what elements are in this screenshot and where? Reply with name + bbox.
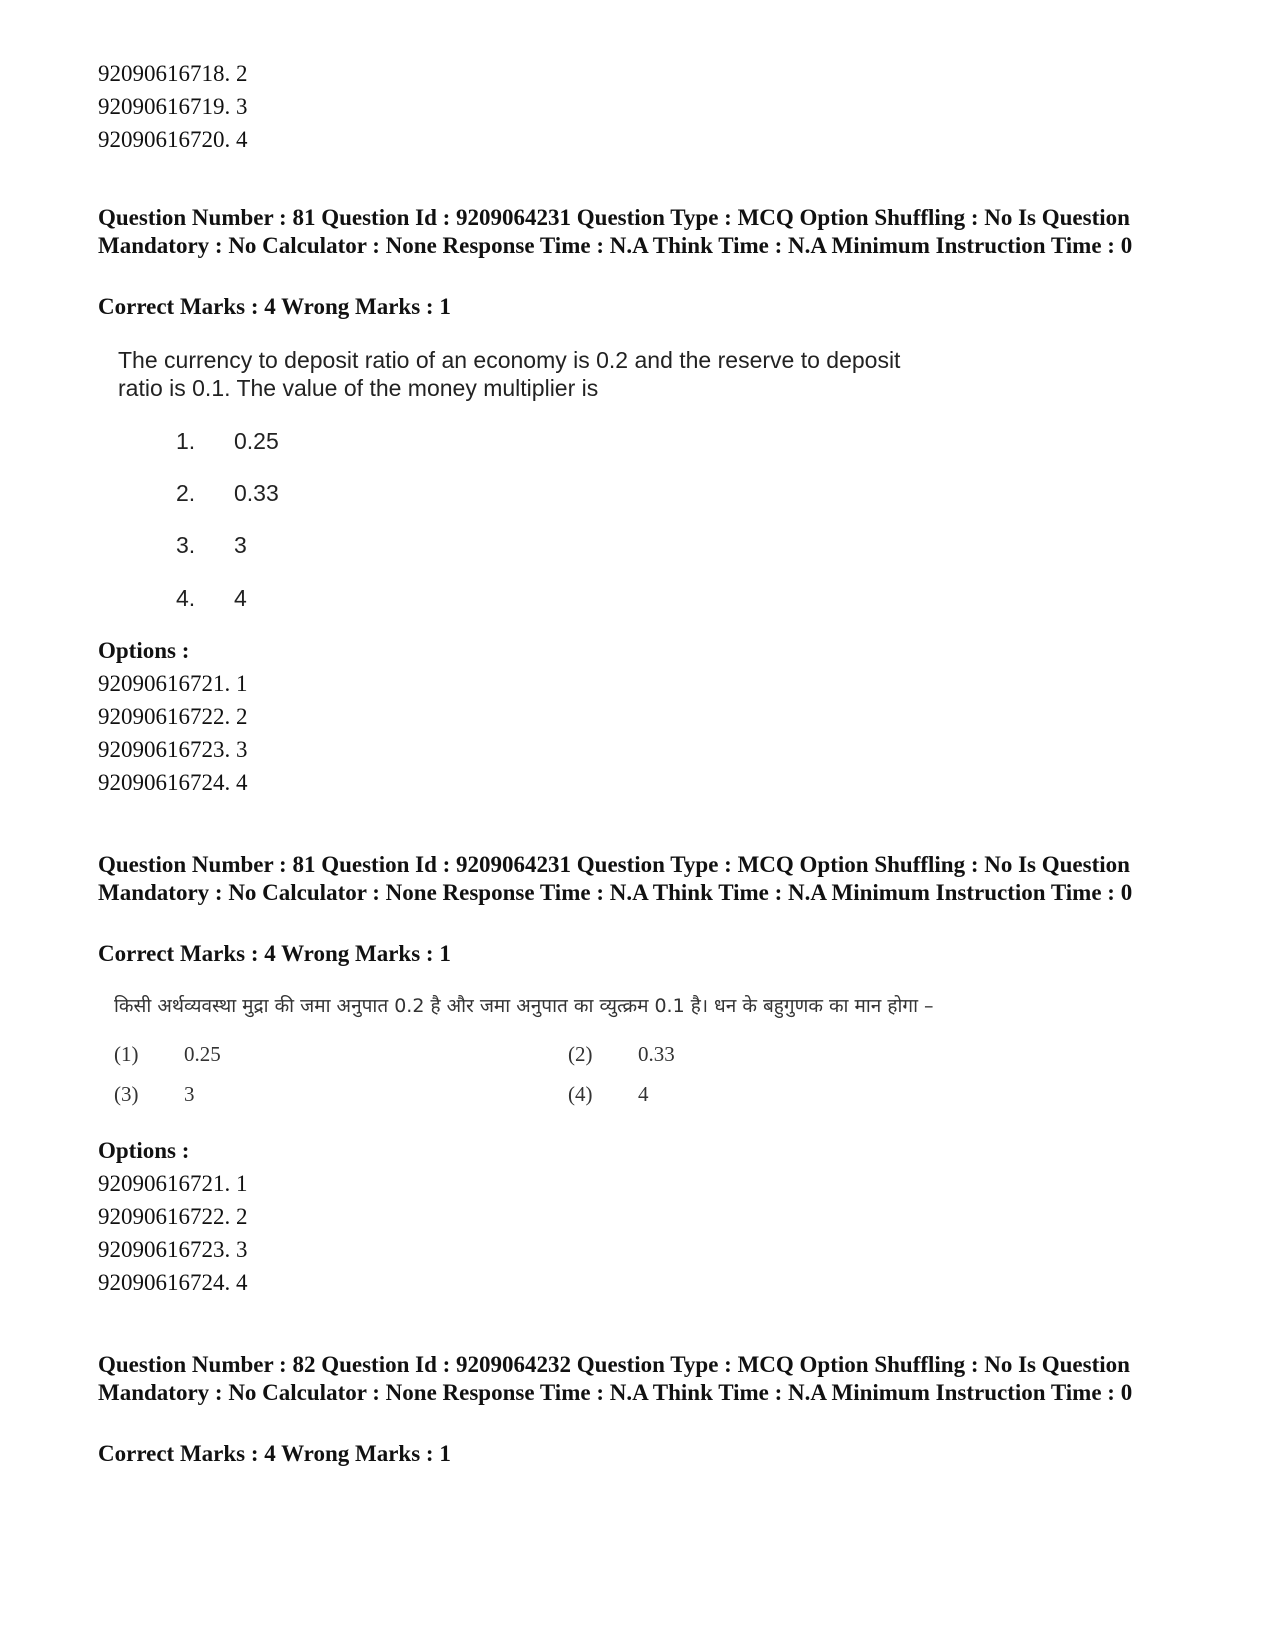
q1-choice-number: 2. bbox=[176, 480, 196, 506]
q1-option-2: 92090616722. 2 bbox=[98, 704, 248, 729]
q1-choice-number: 3. bbox=[176, 532, 196, 558]
q2-choice-value: 3 bbox=[184, 1082, 195, 1106]
q2-option-1: 92090616721. 1 bbox=[98, 1171, 248, 1196]
q1-meta: Question Number : 81 Question Id : 9209064231 Question Type : MCQ Option Shuffling : No Is Question Mandatory : No Calculator : None Response Time : N.A Think Time : N.A Minimum Instruction Time : 0 bbox=[98, 205, 1133, 258]
q1-choice-value: 0.25 bbox=[234, 428, 279, 454]
q2-choice-number: (4) bbox=[568, 1082, 593, 1106]
q2-marks: Correct Marks : 4 Wrong Marks : 1 bbox=[98, 941, 451, 966]
q3-marks: Correct Marks : 4 Wrong Marks : 1 bbox=[98, 1441, 451, 1466]
prev-option-1: 92090616718. 2 bbox=[98, 61, 248, 86]
q3-meta: Question Number : 82 Question Id : 9209064232 Question Type : MCQ Option Shuffling : No Is Question Mandatory : No Calculator : None Response Time : N.A Think Time : N.A Minimum Instruction Time : 0 bbox=[98, 1352, 1133, 1405]
q1-choice-value: 0.33 bbox=[234, 480, 279, 506]
q1-option-4: 92090616724. 4 bbox=[98, 770, 248, 795]
q1-text-line-2: ratio is 0.1. The value of the money multiplier is bbox=[118, 375, 599, 401]
q1-choice-value: 3 bbox=[234, 532, 247, 558]
q2-option-4: 92090616724. 4 bbox=[98, 1270, 248, 1295]
q1-options-label: Options : bbox=[98, 638, 190, 663]
q1-choice-number: 4. bbox=[176, 585, 196, 611]
q2-choice-number: (1) bbox=[114, 1042, 139, 1066]
q2-choice-value: 4 bbox=[638, 1082, 649, 1106]
q2-meta: Question Number : 81 Question Id : 9209064231 Question Type : MCQ Option Shuffling : No Is Question Mandatory : No Calculator : None Response Time : N.A Think Time : N.A Minimum Instruction Time : 0 bbox=[98, 852, 1133, 905]
q1-choice-value: 4 bbox=[234, 585, 247, 611]
q2-options-label: Options : bbox=[98, 1138, 190, 1163]
q1-marks: Correct Marks : 4 Wrong Marks : 1 bbox=[98, 294, 451, 319]
q1-option-3: 92090616723. 3 bbox=[98, 737, 248, 762]
q2-choice-value: 0.33 bbox=[638, 1042, 675, 1066]
q1-text-line-1: The currency to deposit ratio of an economy is 0.2 and the reserve to deposit bbox=[118, 347, 901, 373]
q2-choice-number: (3) bbox=[114, 1082, 139, 1106]
q2-choice-number: (2) bbox=[568, 1042, 593, 1066]
q2-option-3: 92090616723. 3 bbox=[98, 1237, 248, 1262]
q2-choice-value: 0.25 bbox=[184, 1042, 221, 1066]
q1-option-1: 92090616721. 1 bbox=[98, 671, 248, 696]
q2-question-text: किसी अर्थव्यवस्था मुद्रा की जमा अनुपात 0.2 है और जमा अनुपात का व्युत्क्रम 0.1 है। धन के बहुगुणक का मान होगा – bbox=[114, 995, 934, 1017]
q1-choice-number: 1. bbox=[176, 428, 196, 454]
prev-option-2: 92090616719. 3 bbox=[98, 94, 248, 119]
prev-option-3: 92090616720. 4 bbox=[98, 127, 248, 152]
q2-option-2: 92090616722. 2 bbox=[98, 1204, 248, 1229]
